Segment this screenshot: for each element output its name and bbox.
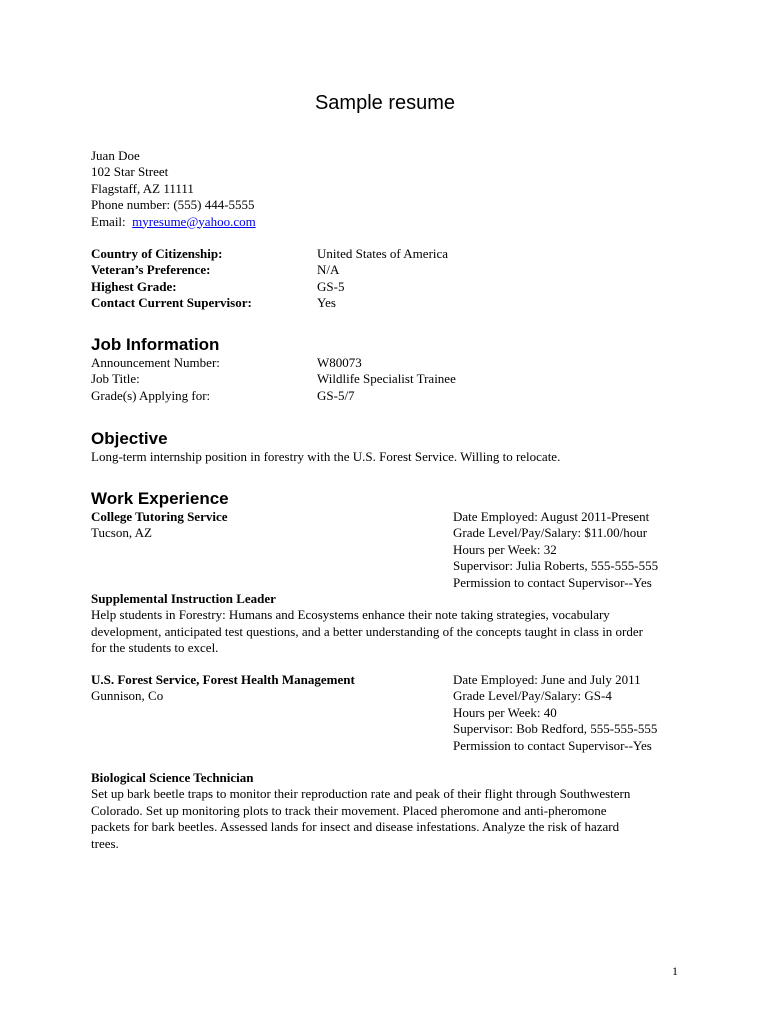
personal-row bbox=[91, 262, 691, 278]
job-info-row bbox=[91, 388, 691, 404]
personal-value: United States of America bbox=[317, 246, 449, 261]
position-description-line: trees. bbox=[91, 835, 119, 851]
job-detail: Date Employed: August 2011-Present bbox=[453, 509, 650, 524]
personal-label: Country of Citizenship: bbox=[91, 246, 223, 261]
job-info-value: W80073 bbox=[317, 355, 362, 370]
job-1-position bbox=[91, 591, 691, 657]
job-detail: Supervisor: Julia Roberts, 555-555-555 bbox=[453, 558, 659, 574]
contact-street: 102 Star Street bbox=[91, 164, 169, 180]
job-detail: Hours per Week: 32 bbox=[453, 541, 557, 557]
employer-location: Tucson, AZ bbox=[91, 525, 152, 541]
position-description-line: Set up bark beetle traps to monitor their reproduction rate and peak of their flight through Southwestern bbox=[91, 786, 631, 802]
employer-name: U.S. Forest Service, Forest Health Management bbox=[91, 672, 355, 687]
job-info-label: Grade(s) Applying for: bbox=[91, 387, 211, 403]
personal-label: Highest Grade: bbox=[91, 278, 177, 294]
job-info-label: Announcement Number: bbox=[91, 355, 220, 370]
job-info-value: Wildlife Specialist Trainee bbox=[317, 371, 456, 387]
personal-row bbox=[91, 246, 691, 262]
job-detail: Grade Level/Pay/Salary: $11.00/hour bbox=[453, 525, 648, 541]
job-2-details bbox=[453, 672, 753, 754]
objective-heading: Objective bbox=[91, 429, 168, 448]
contact-phone: Phone number: (555) 444-5555 bbox=[91, 197, 255, 213]
job-information-heading: Job Information bbox=[91, 335, 220, 354]
contact-block bbox=[91, 148, 691, 230]
job-info-value: GS-5/7 bbox=[317, 387, 355, 403]
job-info-row bbox=[91, 355, 691, 371]
job-detail: Permission to contact Supervisor--Yes bbox=[453, 737, 652, 753]
personal-row bbox=[91, 279, 691, 295]
personal-value: N/A bbox=[317, 262, 340, 278]
position-description-line: packets for bark beetles. Assessed lands for insect and disease infestations. Analyze the risk of hazard bbox=[91, 819, 620, 835]
position-title: Biological Science Technician bbox=[91, 770, 254, 785]
page-title: Sample resume bbox=[314, 92, 456, 114]
job-detail: Date Employed: June and July 2011 bbox=[453, 672, 641, 687]
job-2-position bbox=[91, 770, 691, 852]
position-description-line: Colorado. Set up monitoring plots to track their movement. Placed pheromone and anti-pheromone bbox=[91, 802, 607, 818]
work-experience-heading: Work Experience bbox=[91, 489, 229, 508]
page-number: 1 bbox=[672, 964, 678, 978]
job-detail: Hours per Week: 40 bbox=[453, 704, 557, 720]
position-title: Supplemental Instruction Leader bbox=[91, 591, 276, 606]
position-description-line: Help students in Forestry: Humans and Ecosystems enhance their note taking strategies, vocabulary bbox=[91, 607, 610, 623]
personal-label: Veteran’s Preference: bbox=[91, 262, 211, 278]
job-1-details bbox=[453, 509, 753, 591]
email-label: Email: bbox=[91, 213, 133, 229]
personal-info bbox=[91, 246, 691, 312]
job-info-label: Job Title: bbox=[91, 371, 140, 387]
personal-value: GS-5 bbox=[317, 278, 345, 294]
email-link[interactable]: myresume@yahoo.com bbox=[132, 213, 256, 229]
objective-section bbox=[91, 429, 691, 465]
contact-name: Juan Doe bbox=[91, 148, 140, 163]
personal-row bbox=[91, 295, 691, 311]
work-experience-section bbox=[91, 489, 691, 509]
job-detail: Grade Level/Pay/Salary: GS-4 bbox=[453, 688, 612, 704]
personal-label: Contact Current Supervisor: bbox=[91, 295, 252, 311]
job-detail: Supervisor: Bob Redford, 555-555-555 bbox=[453, 721, 658, 737]
personal-value: Yes bbox=[317, 295, 336, 311]
objective-text: Long-term internship position in forestry with the U.S. Forest Service. Willing to relocate. bbox=[91, 449, 561, 464]
job-detail: Permission to contact Supervisor--Yes bbox=[453, 574, 652, 590]
contact-email-line bbox=[91, 214, 691, 230]
employer-location: Gunnison, Co bbox=[91, 688, 164, 704]
contact-city: Flagstaff, AZ 11111 bbox=[91, 180, 194, 196]
position-description-line: development, anticipated test questions, and a better understanding of the concepts taught in class in order bbox=[91, 623, 643, 639]
employer-name: College Tutoring Service bbox=[91, 509, 228, 524]
job-info-row bbox=[91, 371, 691, 387]
position-description-line: for the students to excel. bbox=[91, 640, 219, 656]
job-information-section bbox=[91, 335, 691, 404]
